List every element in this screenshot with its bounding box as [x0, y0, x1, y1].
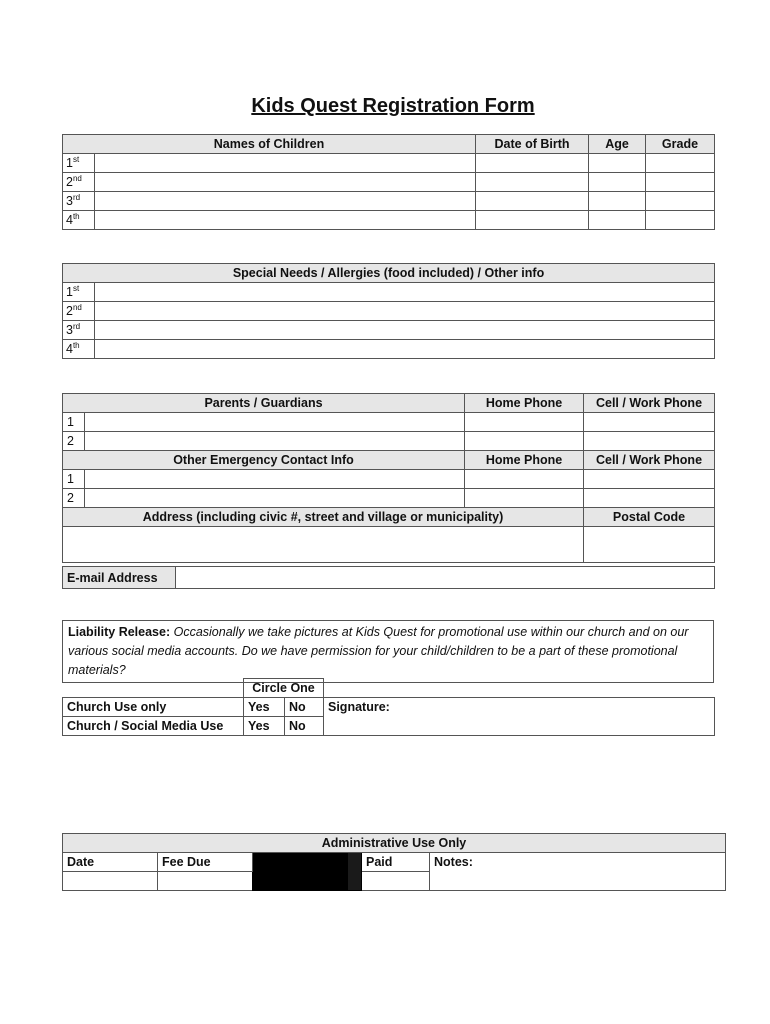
church-use-label: Church Use only	[63, 698, 244, 717]
child-name-field[interactable]	[95, 192, 476, 211]
admin-notes-field[interactable]	[430, 853, 726, 891]
parents-table	[62, 393, 715, 563]
liability-release-text	[63, 621, 714, 683]
admin-paid-label: Paid	[362, 853, 430, 872]
child-grade-field[interactable]	[646, 192, 715, 211]
child-name-field[interactable]	[95, 173, 476, 192]
parent-home-phone-field[interactable]	[465, 413, 584, 432]
liability-text: Occasionally we take pictures at Kids Quest for promotional use within our church and on our various social media accounts. Do we have permission for your child/children to be a part of these promotional materials?	[68, 625, 689, 677]
address-field[interactable]	[63, 527, 584, 563]
redacted-block	[253, 853, 348, 891]
parent-row-number: 2	[63, 432, 85, 451]
child-dob-field[interactable]	[476, 173, 589, 192]
social-media-no[interactable]: No	[285, 717, 324, 736]
postal-code-field[interactable]	[584, 527, 715, 563]
child-ordinal-3: 3rd	[63, 192, 95, 211]
child-name-field[interactable]	[95, 211, 476, 230]
special-needs-field[interactable]	[95, 340, 715, 359]
child-age-field[interactable]	[589, 154, 646, 173]
social-media-use-label: Church / Social Media Use	[63, 717, 244, 736]
child-age-field[interactable]	[589, 192, 646, 211]
child-dob-field[interactable]	[476, 154, 589, 173]
child-age-field[interactable]	[589, 173, 646, 192]
grade-header: Grade	[646, 135, 715, 154]
emergency-name-field[interactable]	[85, 489, 465, 508]
emergency-cell-phone-field[interactable]	[584, 470, 715, 489]
admin-fee-due-label: Fee Due	[158, 853, 253, 872]
child-grade-field[interactable]	[646, 154, 715, 173]
admin-header: Administrative Use Only	[63, 834, 726, 853]
child-dob-field[interactable]	[476, 192, 589, 211]
emergency-row-number: 1	[63, 470, 85, 489]
admin-paid-field[interactable]	[362, 872, 430, 891]
church-use-yes[interactable]: Yes	[244, 698, 285, 717]
admin-date-label: Date	[63, 853, 158, 872]
admin-fee-due-field[interactable]	[158, 872, 253, 891]
redacted-block-edge	[348, 853, 362, 891]
parent-name-field[interactable]	[85, 432, 465, 451]
home-phone-header: Home Phone	[465, 451, 584, 470]
cell-phone-header: Cell / Work Phone	[584, 451, 715, 470]
special-ordinal-4: 4th	[63, 340, 95, 359]
child-dob-field[interactable]	[476, 211, 589, 230]
child-age-field[interactable]	[589, 211, 646, 230]
special-ordinal-1: 1st	[63, 283, 95, 302]
empty-corner-right	[324, 679, 715, 698]
age-header: Age	[589, 135, 646, 154]
social-media-yes[interactable]: Yes	[244, 717, 285, 736]
church-use-no[interactable]: No	[285, 698, 324, 717]
email-label: E-mail Address	[63, 567, 176, 589]
admin-table	[62, 833, 726, 891]
parent-home-phone-field[interactable]	[465, 432, 584, 451]
names-of-children-header: Names of Children	[63, 135, 476, 154]
child-ordinal-2: 2nd	[63, 173, 95, 192]
emergency-name-field[interactable]	[85, 470, 465, 489]
admin-notes-label: Notes:	[434, 855, 473, 869]
parents-header: Parents / Guardians	[63, 394, 465, 413]
special-needs-field[interactable]	[95, 302, 715, 321]
signature-field[interactable]	[324, 698, 715, 736]
special-needs-table	[62, 263, 715, 359]
child-name-field[interactable]	[95, 154, 476, 173]
children-table	[62, 134, 715, 230]
liability-label: Liability Release:	[68, 625, 171, 639]
postal-code-header: Postal Code	[584, 508, 715, 527]
parent-cell-phone-field[interactable]	[584, 413, 715, 432]
email-table	[62, 566, 715, 589]
emergency-row-number: 2	[63, 489, 85, 508]
child-grade-field[interactable]	[646, 173, 715, 192]
special-ordinal-2: 2nd	[63, 302, 95, 321]
emergency-home-phone-field[interactable]	[465, 470, 584, 489]
address-header: Address (including civic #, street and village or municipality)	[63, 508, 584, 527]
date-of-birth-header: Date of Birth	[476, 135, 589, 154]
child-ordinal-1: 1st	[63, 154, 95, 173]
special-needs-header: Special Needs / Allergies (food included) / Other info	[63, 264, 715, 283]
cell-phone-header: Cell / Work Phone	[584, 394, 715, 413]
parent-cell-phone-field[interactable]	[584, 432, 715, 451]
child-grade-field[interactable]	[646, 211, 715, 230]
home-phone-header: Home Phone	[465, 394, 584, 413]
signature-label: Signature:	[328, 700, 390, 714]
emergency-home-phone-field[interactable]	[465, 489, 584, 508]
child-ordinal-4: 4th	[63, 211, 95, 230]
special-needs-field[interactable]	[95, 321, 715, 340]
emergency-cell-phone-field[interactable]	[584, 489, 715, 508]
permission-table	[62, 678, 715, 736]
admin-date-field[interactable]	[63, 872, 158, 891]
email-field[interactable]	[176, 567, 715, 589]
empty-corner	[63, 679, 244, 698]
special-needs-field[interactable]	[95, 283, 715, 302]
parent-name-field[interactable]	[85, 413, 465, 432]
emergency-contact-header: Other Emergency Contact Info	[63, 451, 465, 470]
liability-release-box	[62, 620, 714, 683]
parent-row-number: 1	[63, 413, 85, 432]
form-title: Kids Quest Registration Form	[251, 95, 535, 117]
special-ordinal-3: 3rd	[63, 321, 95, 340]
circle-one-label: Circle One	[244, 679, 324, 698]
